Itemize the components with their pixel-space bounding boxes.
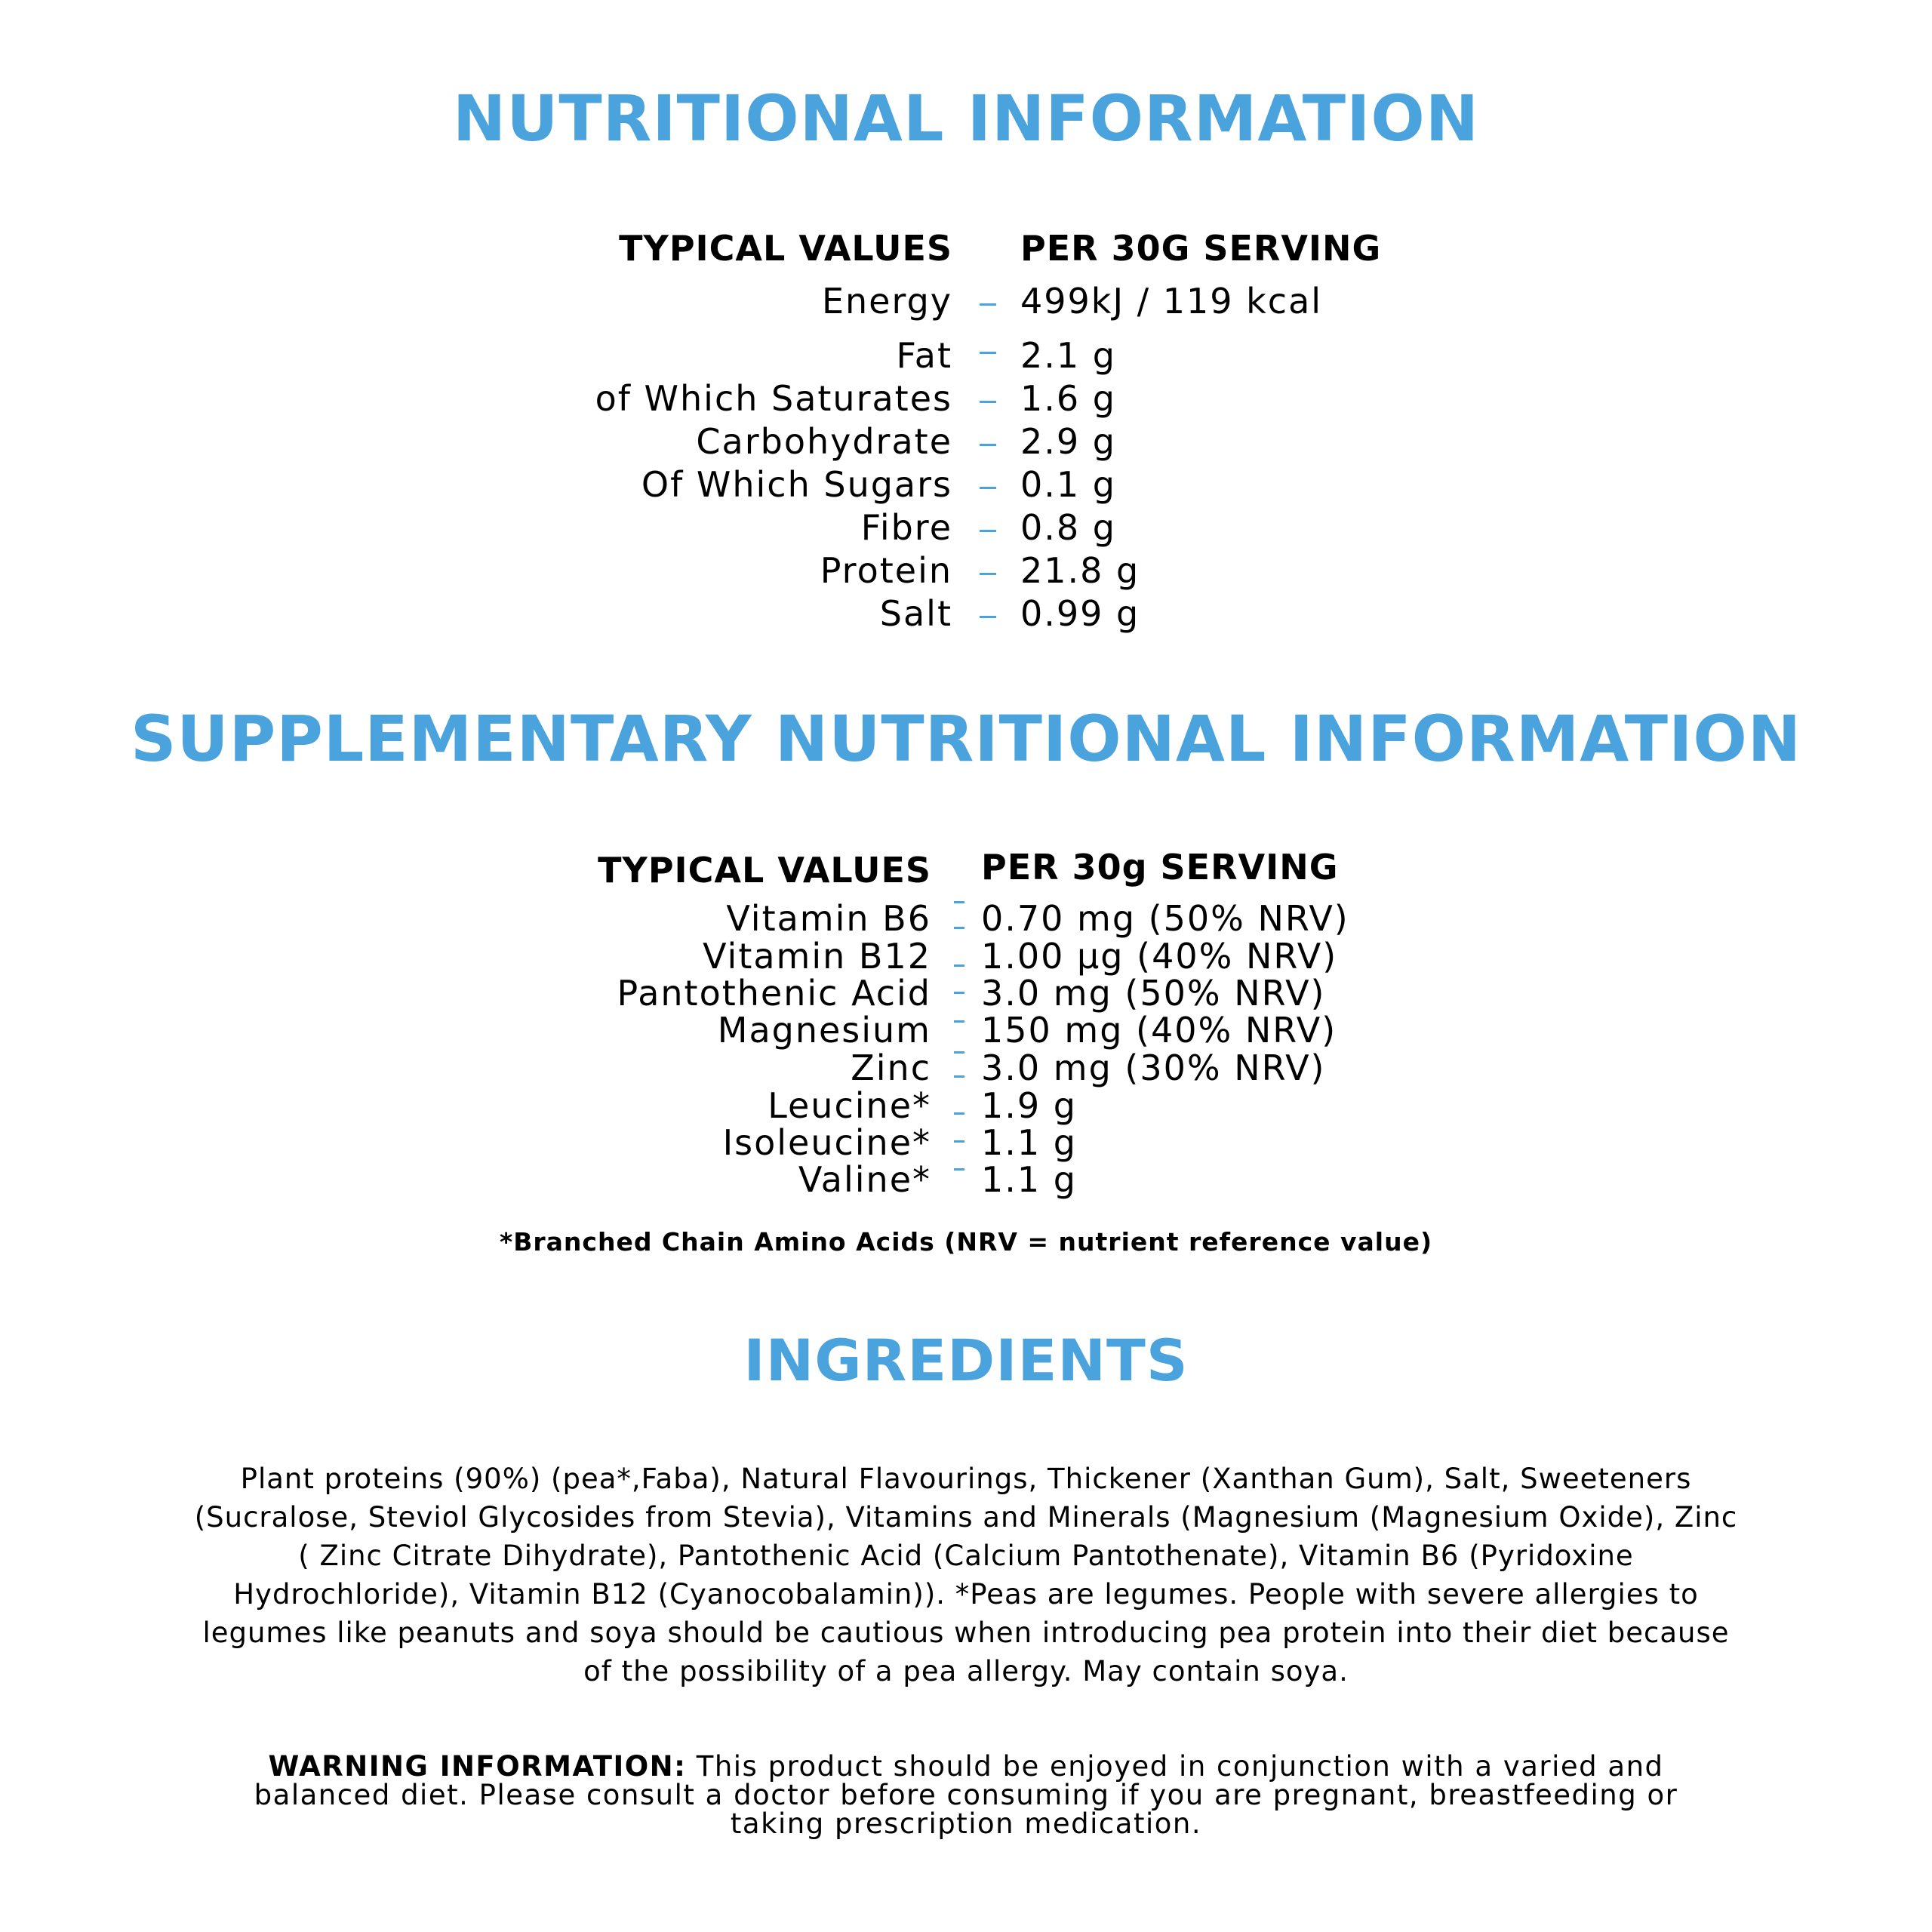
nutrition-row-value: 0.8 g (1020, 507, 1116, 548)
warning-block (242, 1752, 1690, 1838)
nutrition-header-value: PER 30G SERVING (1020, 228, 1382, 269)
supplementary-row-value: 3.0 mg (30% NRV) (981, 1048, 1326, 1088)
supplementary-row-label: Zinc (851, 1048, 931, 1088)
row-separator-dash (980, 487, 996, 489)
supplementary-row (0, 936, 1932, 977)
row-separator-dash (954, 1075, 964, 1078)
nutrition-row-label: Protein (820, 550, 952, 591)
nutrition-row-label: Fat (896, 335, 952, 376)
supplementary-row (0, 1048, 1932, 1088)
supplementary-row-value: 0.70 mg (50% NRV) (981, 898, 1349, 939)
nutrition-row-value: 499kJ / 119 kcal (1020, 281, 1323, 321)
nutrition-header-label: TYPICAL VALUES (619, 228, 952, 269)
row-separator-dash (980, 616, 996, 618)
nutrition-row-label: Salt (879, 593, 952, 634)
supplementary-row-value: 3.0 mg (50% NRV) (981, 973, 1326, 1014)
nutrition-row (0, 464, 1932, 506)
supplementary-row (0, 1159, 1932, 1200)
nutrition-row (0, 281, 1932, 323)
nutrition-row-value: 21.8 g (1020, 550, 1140, 591)
supplementary-header-label: TYPICAL VALUES (598, 850, 931, 891)
supplementary-row-label: Vitamin B12 (703, 936, 931, 977)
supplementary-title: SUPPLEMENTARY NUTRITIONAL INFORMATION (130, 702, 1802, 776)
supplementary-row-label: Vitamin B6 (726, 898, 931, 939)
warning-label: WARNING INFORMATION: (268, 1750, 687, 1783)
supplementary-row-label: Pantothenic Acid (617, 973, 931, 1014)
nutrition-title: NUTRITIONAL INFORMATION (452, 82, 1480, 155)
row-separator-dash (980, 352, 996, 354)
supplementary-row-value: 1.1 g (981, 1159, 1077, 1200)
nutrition-row (0, 378, 1932, 420)
row-separator-dash (954, 1051, 964, 1054)
supplementary-row-value: 1.9 g (981, 1085, 1077, 1126)
nutrition-row-value: 0.1 g (1020, 464, 1116, 505)
row-separator-dash (954, 1168, 964, 1171)
nutrition-row (0, 593, 1932, 635)
supplementary-row (0, 1010, 1932, 1051)
supplementary-row-label: Leucine* (768, 1085, 931, 1126)
nutrition-row-value: 1.6 g (1020, 378, 1116, 419)
supplementary-row-label: Valine* (798, 1159, 931, 1200)
nutrition-row-label: Energy (821, 281, 952, 321)
row-separator-dash (980, 573, 996, 575)
supplementary-header-value: PER 30g SERVING (981, 847, 1339, 888)
supplementary-row (0, 973, 1932, 1014)
row-separator-dash (980, 530, 996, 532)
supplementary-row-value: 1.1 g (981, 1122, 1077, 1163)
supplementary-row-value: 150 mg (40% NRV) (981, 1010, 1337, 1051)
warning-text: This product should be enjoyed in conjunction with a varied and balanced diet. Please consult a doctor before consuming if you are pregnant, breastfeeding or taking prescription medication. (254, 1750, 1678, 1840)
supplementary-row (0, 898, 1932, 939)
row-separator-dash (980, 303, 996, 306)
nutrition-row (0, 335, 1932, 377)
nutrition-row (0, 507, 1932, 549)
nutrition-row-label: Carbohydrate (696, 421, 952, 462)
row-separator-dash (954, 992, 964, 994)
nutrition-row-value: 0.99 g (1020, 593, 1140, 634)
bcaa-footnote: *Branched Chain Amino Acids (NRV = nutrient reference value) (499, 1227, 1433, 1257)
row-separator-dash (954, 1140, 964, 1143)
row-separator-dash (954, 964, 964, 967)
row-separator-dash (954, 1020, 964, 1023)
nutrition-row-label: of Which Saturates (595, 378, 952, 419)
nutrition-row-value: 2.1 g (1020, 335, 1116, 376)
row-separator-dash (954, 927, 964, 929)
supplementary-row-value: 1.00 µg (40% NRV) (981, 936, 1338, 977)
nutrition-row-label: Of Which Sugars (641, 464, 952, 505)
nutrition-row (0, 421, 1932, 463)
supplementary-row-label: Isoleucine* (722, 1122, 931, 1163)
row-separator-dash (954, 901, 964, 903)
nutrition-row-label: Fibre (860, 507, 952, 548)
ingredients-title: INGREDIENTS (743, 1327, 1189, 1394)
ingredients-text: Plant proteins (90%) (pea*,Faba), Natural Flavourings, Thickener (Xanthan Gum), Salt, Sweeteners (Sucralose, Steviol Glycosides from Stevia), Vitamins and Minerals (Magnesium (Magnesium Oxide), Zinc ( Zinc Citrate Dihydrate), Pantothenic Acid (Calcium Pantothenate), Vitamin B6 (Pyridoxine Hydrochloride), Vitamin B12 (Cyanocobalamin)). *Peas are legumes. People with severe allergies to legumes like peanuts and soya should be cautious when introducing pea protein into their diet because of the possibility of a pea allergy. May contain soya. (194, 1463, 1738, 1687)
supplementary-row-label: Magnesium (717, 1010, 931, 1051)
nutrition-row (0, 550, 1932, 592)
supplementary-row (0, 1122, 1932, 1163)
row-separator-dash (980, 401, 996, 403)
row-separator-dash (980, 444, 996, 446)
nutrition-row-value: 2.9 g (1020, 421, 1116, 462)
row-separator-dash (954, 1112, 964, 1115)
supplementary-row (0, 1085, 1932, 1126)
